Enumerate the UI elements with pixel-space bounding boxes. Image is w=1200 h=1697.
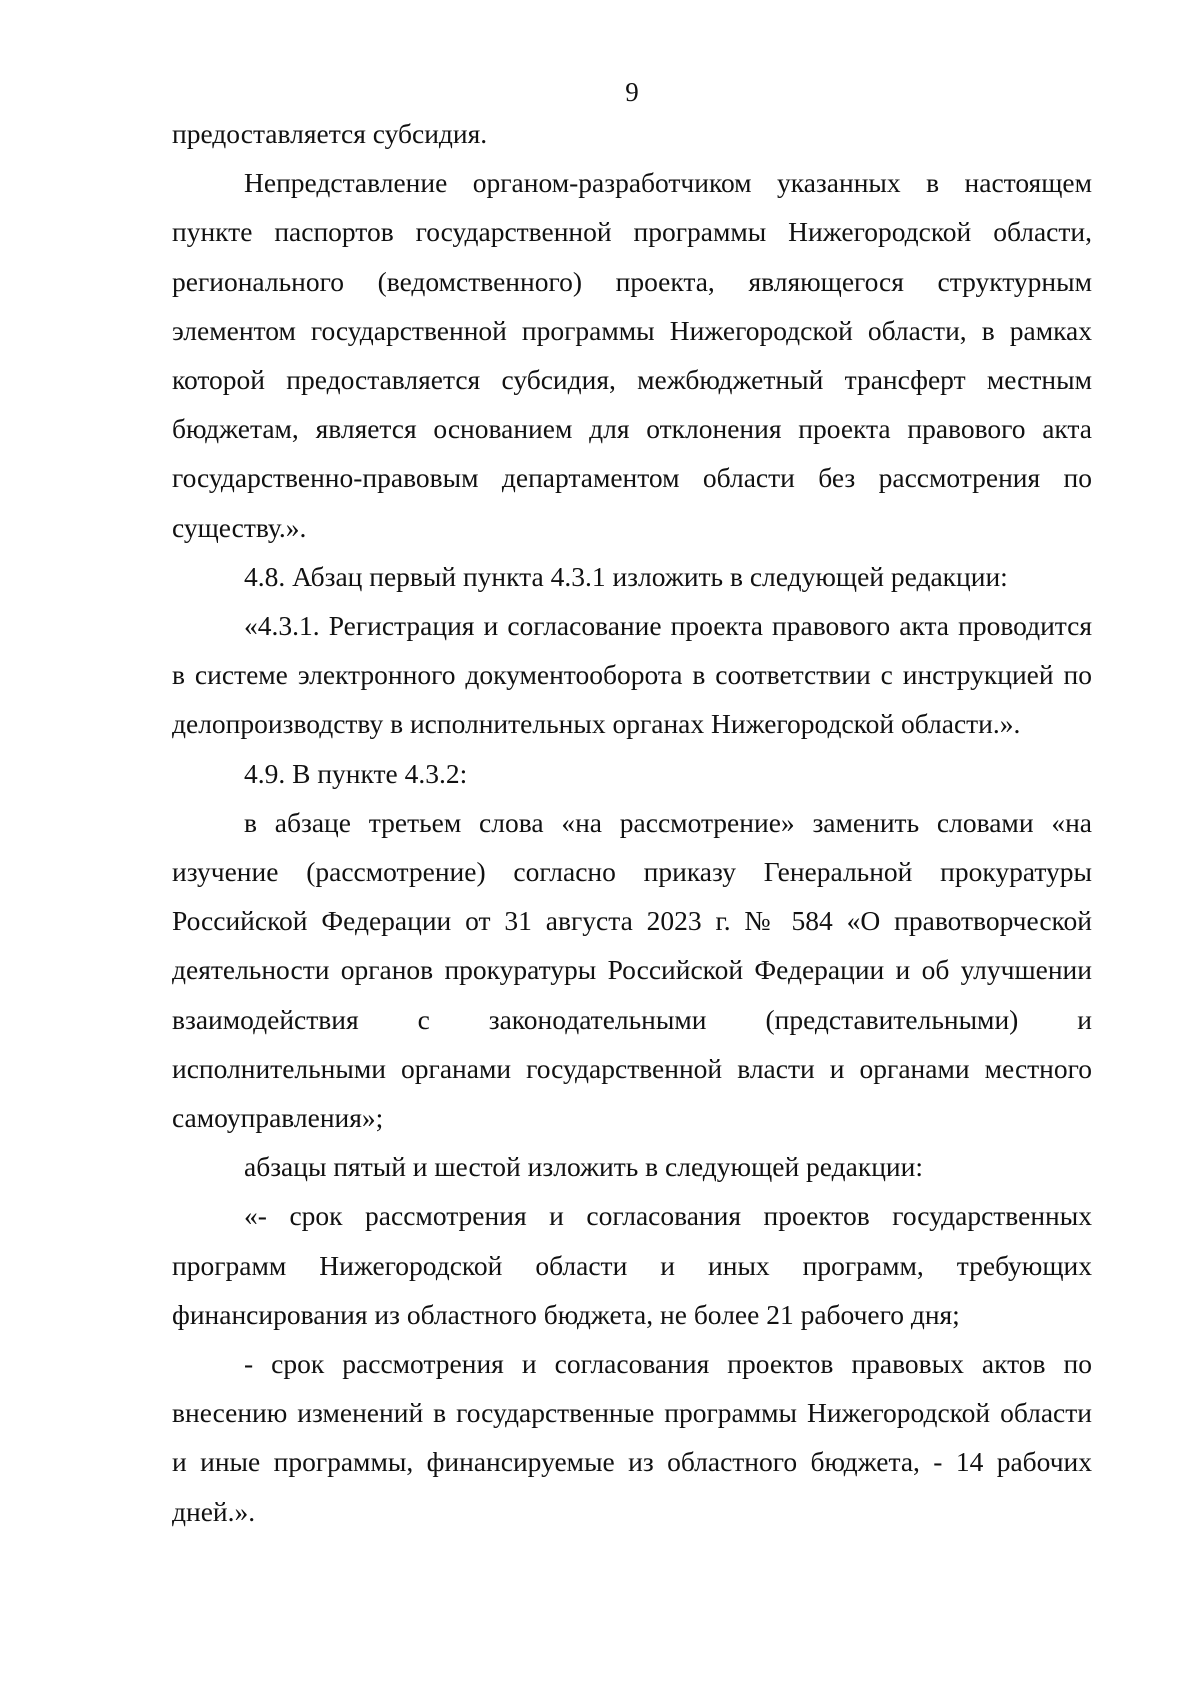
paragraph-item-4-3-1: «4.3.1. Регистрация и согласование проекта правового акта проводится в системе электронного документооборота в соответствии с инструкцией по делопроизводству в исполнительных органах Нижегородской области.».	[172, 610, 1092, 740]
page-number: 9	[625, 77, 639, 107]
paragraph-continuation: предоставляется субсидия.	[172, 118, 488, 149]
document-body	[172, 109, 1092, 1536]
paragraph-third-abzac: в абзаце третьем слова «на рассмотрение» заменить словами «на изучение (рассмотрение) согласно приказу Генеральной прокуратуры Российской Федерации от 31 августа 2023 г. № 584 «О правотворческой деятельности органов прокуратуры Российской Федерации и об улучшении взаимодействия с законодательными (представительными) и исполнительными органами государственной власти и органами местного самоуправления»;	[172, 806, 1092, 1134]
paragraph-amendments-deadline: - срок рассмотрения и согласования проектов правовых актов по внесению изменений в государственные программы Нижегородской области и иные программы, финансируемые из областного бюджета, - 14 рабочих дней.».	[172, 1348, 1092, 1527]
paragraph-passport-requirement: Непредставление органом-разработчиком указанных в настоящем пункте паспортов государственной программы Нижегородской области, регионального (ведомственного) проекта, являющегося структурным элементом государственной программы Нижегородской области, в рамках которой предоставляется субсидия, межбюджетный трансферт местным бюджетам, является основанием для отклонения проекта правового акта государственно-правовым департаментом области без рассмотрения по существу.».	[172, 167, 1092, 543]
paragraph-item-4-8: 4.8. Абзац первый пункта 4.3.1 изложить в следующей редакции:	[244, 560, 1008, 592]
paragraph-item-4-9: 4.9. В пункте 4.3.2:	[244, 757, 468, 789]
paragraph-programs-deadline: «- срок рассмотрения и согласования проектов государственных программ Нижегородской области и иных программ, требующих финансирования из областного бюджета, не более 21 рабочего дня;	[172, 1200, 1092, 1330]
paragraph-fifth-sixth-abzac: абзацы пятый и шестой изложить в следующей редакции:	[244, 1151, 924, 1183]
